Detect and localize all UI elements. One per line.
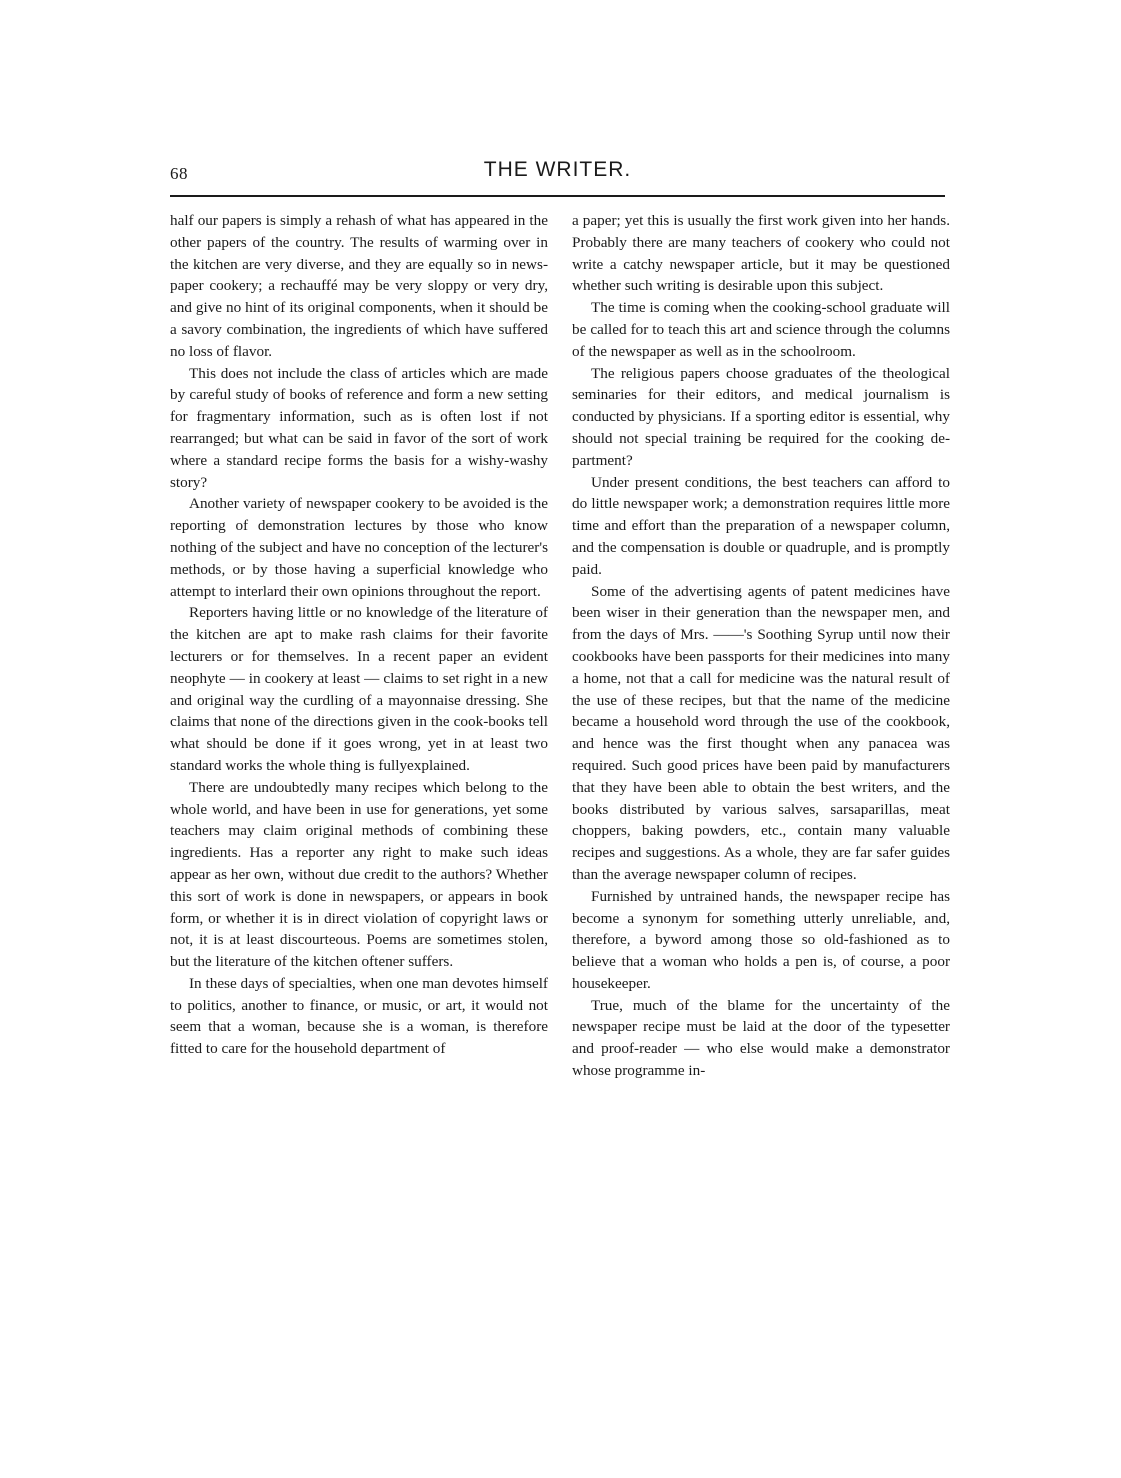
paragraph: Another variety of newspaper cookery to be avoided is the reporting of demonstration lectures by those who know nothing of the subject and have no conception of the lecturer's methods, or by those having a superficial knowledge who attempt to interlard their own opinions throughout the report.: [170, 495, 548, 600]
paragraph: In these days of specialties, when one man devotes himself to politics, another to finance, or music, or art, it would not seem that a woman, because she is a woman, is therefore fitted to care for the household department of: [170, 974, 548, 1058]
page-number: 68: [170, 164, 188, 183]
paragraph: True, much of the blame for the uncertainty of the newspaper recipe must be laid at the door of the typesetter and proof-reader — who else would make a demonstrator whose programme in-: [572, 996, 950, 1080]
header-rule: [170, 195, 945, 197]
paragraph: half our papers is simply a rehash of what has appeared in the other papers of the country. The results of warming over in the kitchen are very diverse, and they are equally so in newspaper cookery; a rechauffé may be very sloppy or very dry, and give no hint of its original components, when it should be a savory combination, the ingredients of which have suffered no loss of flavor.: [170, 212, 548, 360]
paragraph: This does not include the class of articles which are made by careful study of books of reference and form a new setting for fragmentary information, such as is often lost if not rearranged; but what can be said in favor of the sort of work where a standard recipe forms the basis for a wishy-washy story?: [170, 364, 548, 491]
page-header: [170, 158, 945, 188]
paragraph: The religious papers choose graduates of the theological seminaries for their editors, and medical journalism is conducted by physicians. If a sporting editor is essential, why should not special training be required for the cooking department?: [572, 364, 950, 469]
paragraph: a paper; yet this is usually the first work given into her hands. Probably there are many teachers of cookery who could not write a catchy newspaper article, but it may be questioned whether such writing is desirable upon this subject.: [572, 212, 950, 295]
right-column: [572, 210, 950, 1082]
paragraph: Reporters having little or no knowledge of the literature of the kitchen are apt to make rash claims for their favorite lecturers or for themselves. In a recent paper an evident neophyte — in cookery at least — claims to set right in a new and original way the curdling of a mayonnaise dressing. She claims that none of the directions given in the cook-books tell what should be done if it goes wrong, yet in at least two standard works the whole thing is fullyexplained.: [170, 604, 548, 774]
left-column: [170, 210, 548, 1060]
paragraph: The time is coming when the cooking-school graduate will be called for to teach this art and science through the columns of the newspaper as well as in the schoolroom.: [572, 299, 950, 360]
paragraph: Some of the advertising agents of patent medicines have been wiser in their generation than the newspaper men, and from the days of Mrs. ——'s Soothing Syrup until now their cookbooks have been passports for their medicines into many a home, not that a call for medicine was the natural result of the use of these recipes, but that the name of the medicine became a household word through the use of the cookbook, and hence was the first thought when any panacea was required. Such good prices have been paid by manufacturers that they have been able to obtain the best writers, and the books distributed by various salves, sarsaparillas, meat choppers, baking powders, etc., contain many valuable recipes and suggestions. As a whole, they are far safer guides than the average newspaper column of recipes.: [572, 582, 950, 883]
page-title: THE WRITER.: [483, 158, 632, 181]
paragraph: Furnished by untrained hands, the newspaper recipe has become a synonym for something utterly unreliable, and, therefore, a byword among those so old-fashioned as to believe that a woman who holds a pen is, of course, a poor housekeeper.: [572, 887, 950, 992]
paragraph: There are undoubtedly many recipes which belong to the whole world, and have been in use for generations, yet some teachers may claim original methods of combining these ingredients. Has a reporter any right to make such ideas appear as her own, without due credit to the authors? Whether this sort of work is done in newspapers, or appears in book form, or whether it is in direct violation of copyright laws or not, it is at least discourteous. Poems are sometimes stolen, but the literature of the kitchen oftener suffers.: [170, 778, 548, 971]
paragraph: Under present conditions, the best teachers can afford to do little newspaper work; a demonstration requires little more time and effort than the preparation of a newspaper column, and the compensation is double or quadruple, and is promptly paid.: [572, 473, 950, 578]
